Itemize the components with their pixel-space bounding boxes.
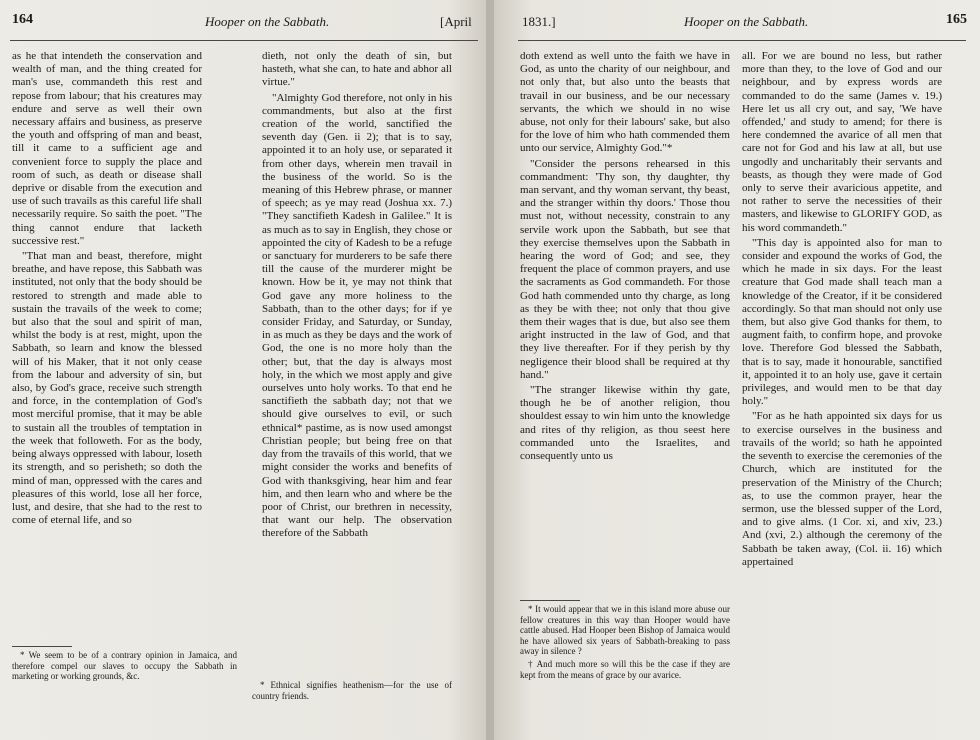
paragraph: as he that intendeth the conservation and wealth of man, and the thing created for man's use, commandeth this rest and repose from labour; that his creatures may endure and serve as well their own necessary affairs and business, as preserve the youth and offspring of man and beast, till it came to a sufficient age and convenient force to supply the place and room of such, as death or disease shall deprive or disable from the execution and use of such travails as this careful life shall necessarily require. So saith the poet. "The thing cannot endure that lacketh successive rest.": [12, 50, 202, 247]
paragraph: "The stranger likewise within thy gate, though he be of another religion, thou shouldest essay to win him unto the knowledge and rites of thy religion, as thou seest here commanded unto the Israelites, and consequently unto us: [520, 384, 730, 463]
paragraph: "That man and beast, therefore, might breathe, and have repose, this Sabbath was instituted, not only that the body should be restored to strength and made able to sustain the travails of the week to come; but also that the soul and spirit of man, whilst the body is at rest, might, upon the Sabbath, so learn and know the blessed will of his Maker, that it not only cease from the labour and adversity of sin, but also, by God's grace, receive such strength and force, in the contemplation of God's most merciful promise, that it may be able to sustain all the troubles of temptation in the week that followeth. For as the body, being always oppressed with labour, loseth its strength, and so perisheth; so doth the mind of man, oppressed with the cares and pleasures of this world, lose all her force, lust, and desire, that she had to the rest to come of eternal life, and so: [12, 250, 202, 527]
footnote-1: [520, 604, 730, 682]
paragraph: dieth, not only the death of sin, but hasteth, what she can, to hate and abhor all virtue.": [262, 50, 452, 89]
left-page: [0, 0, 486, 740]
paragraph: "Consider the persons rehearsed in this commandment: 'Thy son, thy daughter, thy man servant, and thy woman servant, thy beast, and the stranger within thy doors.' Those thou must not, without necessity, constrain to any servile work upon the Sabbath, but see that they exercise themselves upon the Sabbath in hearing the word of God; and see, they frequent the place of common prayers, and use the sacraments as God commandeth. For those God hath commended unto thy charge, as long as they be with thee; not only that thou give them their wages that is due, but also see them aright instructed in the law of God, and that they live thereafter. For if they perish by thy negligence their blood shall be required at thy hand.": [520, 157, 730, 381]
footnote-rule: [12, 646, 72, 647]
footnote-rule: [520, 600, 580, 601]
year-label: 1831.]: [522, 14, 556, 29]
right-running-head: [494, 10, 980, 40]
footnote-text: * We seem to be of a contrary opinion in Jamaica, and therefore compel our slaves to occupy the Sabbath in marketing or working grounds, &c.: [12, 650, 237, 682]
book-gutter: [486, 0, 494, 740]
header-rule: [518, 40, 966, 41]
paragraph: "This day is appointed also for man to consider and expound the works of God, the which he made in six days. For the least creature that God made shall teach man a knowledge of the Creator, if it be considered accordingly. So that man should not only use them, but also give God thanks for them, to augment faith, to confirm hope, and provoke love. Therefore God blessed the Sabbath, that is to say, made it honourable, sanctified it, appointed it to an holy use, gave it certain privileges, and would men to be that day holy.": [742, 236, 942, 408]
right-page: [494, 0, 980, 740]
running-title: Hooper on the Sabbath.: [684, 14, 809, 29]
paragraph: "Almighty God therefore, not only in his commandments, but also at the first creation of the world, sanctified the seventh day (Gen. ii 2); that is to say, appointed it to an holy use, or separated it from other days, wherein men travail in the business of the world. So is the meaning of this Hebrew phrase, or manner of speech; as ye may read (Joshua xx. 7.) "They sanctifieth Kadesh in Galilee." It is as much as to say in English, they chose or appointed the city of Kadesh to be a refuge or sanctuary for murderers to be safe there till the cause of the murderer might be known. How be it, ye may not think that God gave any more holiness to the Sabbath, than to the other days; for if ye consider Friday, and Saturday, or Sunday, in as much as they be days and the work of God, the one is no more holy than the other; but, that the day is always most holy, in the which we most apply and give ourselves unto holy works. To that end he sanctifieth the sabbath day; not that we should give ourselves to evil, or such ethnical* pastime, as is now used amongst Christian people; but being free on that day from the travails of this world, that we might consider the works and benefits of God with thanksgiving, hear him and fear him, and then learn who and where be the poor of Christ, our brethren in necessity, that want our help. The observation therefore of the Sabbath: [262, 91, 452, 540]
footnote-text: † And much more so will this be the case if they are kept from the means of grace by our avarice.: [520, 658, 730, 680]
month-label: [April: [440, 14, 472, 29]
right-column-1: [520, 50, 730, 465]
footnote-text: * Ethnical signifies heathenism—for the use of country friends.: [252, 680, 452, 701]
page-number: 164: [12, 12, 33, 27]
paragraph: doth extend as well unto the faith we have in God, as unto the charity of our neighbour, and not only that, but also unto the beasts that travail in our business, and be our necessary servants, the which we should in no wise abuse, not only for their labours' sake, but also for the love of him who hath commended them unto our service, Almighty God."*: [520, 50, 730, 155]
right-column-2: [742, 50, 942, 571]
footnote-1: [12, 650, 237, 684]
footnote-text: * It would appear that we in this island more abuse our fellow creatures in this way than Hooper would have cattle abused. Had Hooper been Bishop of Jamaica would he have allowed six years of Sabbath-breaking to pass away in silence ?: [520, 604, 730, 657]
paragraph: all. For we are bound no less, but rather more than they, to the love of God and our neighbour, and by express words are commanded to do the same (James v. 19.) Here let us all cry out, and say, 'We have offended,' and study to amend; for there is here condemned the avarice of all men that care not for God and his law at all, but use ungodly and uncharitably their servants and beasts, as though they were made of God only to serve their avaricious appetite, and not rather to serve the necessities of their masters, and likewise to GLORIFY GOD, as his word commandeth.": [742, 50, 942, 234]
left-column-2: [262, 50, 452, 543]
running-title: Hooper on the Sabbath.: [205, 14, 330, 29]
header-rule: [10, 40, 478, 41]
footnote-2: [252, 680, 452, 703]
page-number: 165: [946, 12, 967, 27]
left-column-1: [12, 50, 202, 529]
left-running-head: [0, 10, 486, 40]
paragraph: "For as he hath appointed six days for us to exercise ourselves in the business and travails of the world; so hath he appointed the seventh to exercise the ceremonies of the Church, which are instituted for the preservation of the Ministry of the Church; as, to use the common prayer, hear the sermon, use the blessed supper of the Lord, and to give alms. (1 Cor. xi, and xiv, 23.) And (xvi, 2.) although the ceremony of the Sabbath be taken away, (Col. ii. 16) which appertained: [742, 410, 942, 568]
